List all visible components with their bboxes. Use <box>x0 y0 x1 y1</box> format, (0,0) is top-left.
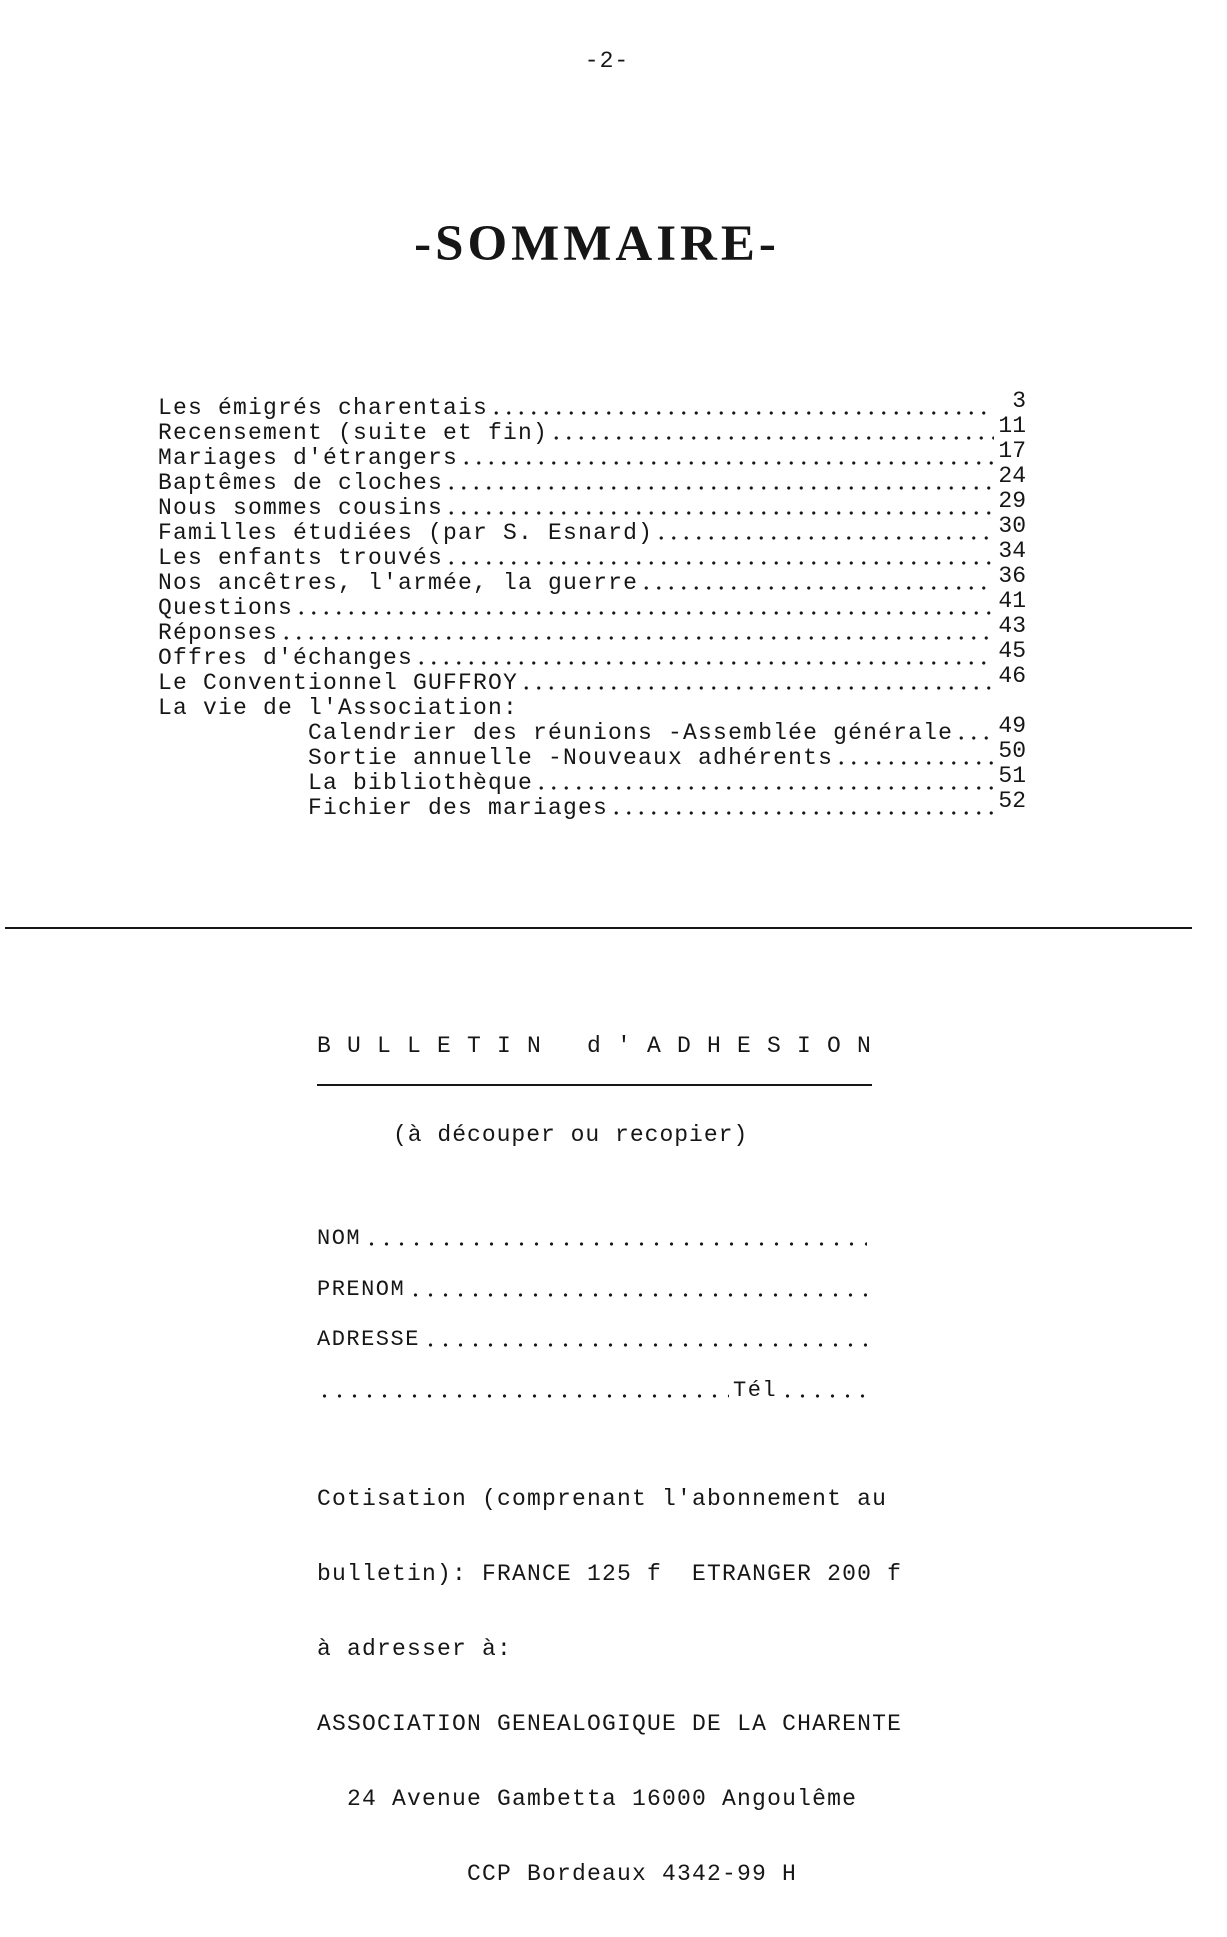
toc-entry-page: 51 <box>998 763 1026 789</box>
toc-entry-page: 36 <box>998 563 1026 589</box>
field-label: PRENOM <box>317 1276 406 1302</box>
toc-subentry <box>308 788 1026 821</box>
toc-entry-title: Réponses <box>158 620 279 646</box>
dot-leader <box>460 460 994 466</box>
dot-leader <box>835 760 994 766</box>
dot-leader <box>490 410 994 416</box>
toc-entry-page: 45 <box>998 638 1026 664</box>
cotisation-line: bulletin): FRANCE 125 f ETRANGER 200 f <box>317 1561 903 1587</box>
toc-entry-title: Calendrier des réunions -Assemblée générale <box>308 720 954 746</box>
dot-leader <box>535 785 994 791</box>
toc-entry-page: 43 <box>998 613 1026 639</box>
dotted-fill-line <box>423 1342 867 1348</box>
association-name: ASSOCIATION GENEALOGIQUE DE LA CHARENTE <box>317 1711 903 1737</box>
toc-entry-title: Les émigrés charentais <box>158 395 489 421</box>
dotted-fill-line <box>780 1393 867 1399</box>
cotisation-line: Cotisation (comprenant l'abonnement au <box>317 1486 888 1512</box>
dotted-fill-line <box>364 1241 867 1247</box>
toc-entry <box>158 463 1026 496</box>
toc-entry <box>158 538 1026 571</box>
toc-entry <box>158 663 1026 696</box>
toc-entry-title: Mariages d'étrangers <box>158 445 459 471</box>
toc-entry-title: Les enfants trouvés <box>158 545 444 571</box>
toc-entry-title: La bibliothèque <box>308 770 534 796</box>
toc-entry-page: 3 <box>1012 388 1026 414</box>
toc-entry <box>158 588 1026 621</box>
field-label: ADRESSE <box>317 1327 420 1352</box>
dotted-fill-line <box>317 1393 729 1399</box>
dot-leader <box>655 535 994 541</box>
toc-entry-page: 29 <box>998 488 1026 514</box>
membership-form-subheading: (à découper ou recopier) <box>393 1122 749 1148</box>
dotted-fill-line <box>408 1292 867 1298</box>
toc-entry-page: 50 <box>998 738 1026 764</box>
toc-entry <box>158 488 1026 521</box>
dot-leader <box>550 435 994 441</box>
toc-entry-title: Fichier des mariages <box>308 795 609 821</box>
toc-entry-title: Baptêmes de cloches <box>158 470 444 496</box>
toc-entry-page: 30 <box>998 513 1026 539</box>
toc-entry <box>158 513 1026 546</box>
dot-leader <box>955 735 994 741</box>
dot-leader <box>640 585 994 591</box>
toc-subentry <box>308 763 1026 796</box>
cotisation-text <box>317 1437 902 1937</box>
dot-leader <box>610 810 994 816</box>
table-of-contents <box>158 388 1026 821</box>
dot-leader <box>415 660 994 666</box>
toc-entry-title: Offres d'échanges <box>158 645 414 671</box>
cotisation-line: à adresser à: <box>317 1636 513 1662</box>
first-name-field <box>317 1278 867 1302</box>
toc-entry-title: Le Conventionnel GUFFROY <box>158 670 519 696</box>
dot-leader <box>520 685 994 691</box>
cut-line-divider <box>5 927 1192 929</box>
toc-entry-title: Nous sommes cousins <box>158 495 444 521</box>
toc-subentry <box>308 713 1026 746</box>
dot-leader <box>280 635 994 641</box>
toc-entry <box>158 438 1026 471</box>
toc-entry-page: 49 <box>998 713 1026 739</box>
membership-form-heading: BULLETIN d'ADHESION <box>317 1033 888 1059</box>
page-title: -SOMMAIRE- <box>414 216 780 272</box>
toc-entry <box>158 563 1026 596</box>
dot-leader <box>445 510 994 516</box>
toc-entry-page: 41 <box>998 588 1026 614</box>
toc-entry-page: 11 <box>998 413 1026 439</box>
dot-leader <box>445 560 994 566</box>
toc-entry-title: Questions <box>158 595 294 621</box>
field-label: NOM <box>317 1226 362 1251</box>
toc-entry <box>158 388 1026 421</box>
toc-entry-title: Sortie annuelle -Nouveaux adhérents <box>308 745 834 771</box>
dot-leader <box>445 485 994 491</box>
name-field <box>317 1227 867 1251</box>
address-phone-field <box>317 1379 867 1403</box>
toc-entry-page: 24 <box>998 463 1026 489</box>
toc-entry-title: Familles étudiées (par S. Esnard) <box>158 520 654 546</box>
toc-entry-title: Nos ancêtres, l'armée, la guerre <box>158 570 639 596</box>
heading-underline <box>317 1084 872 1086</box>
page-number: -2- <box>584 48 630 74</box>
address-field <box>317 1328 867 1352</box>
toc-section-title: La vie de l'Association: <box>158 695 519 721</box>
toc-entry-page: 17 <box>998 438 1026 464</box>
toc-entry-page: 52 <box>998 788 1026 814</box>
postal-account: CCP Bordeaux 4342-99 H <box>467 1861 798 1887</box>
association-address: 24 Avenue Gambetta 16000 Angoulême <box>347 1786 858 1812</box>
toc-entry <box>158 413 1026 446</box>
membership-form-fields <box>317 1227 867 1429</box>
phone-label: Tél <box>733 1377 778 1403</box>
toc-entry-title: Recensement (suite et fin) <box>158 420 549 446</box>
toc-entry-page: 46 <box>998 663 1026 689</box>
toc-entry-page: 34 <box>998 538 1026 564</box>
toc-section-header <box>158 696 1026 721</box>
dot-leader <box>295 610 994 616</box>
toc-subentry <box>308 738 1026 771</box>
toc-entry <box>158 638 1026 671</box>
toc-entry <box>158 613 1026 646</box>
